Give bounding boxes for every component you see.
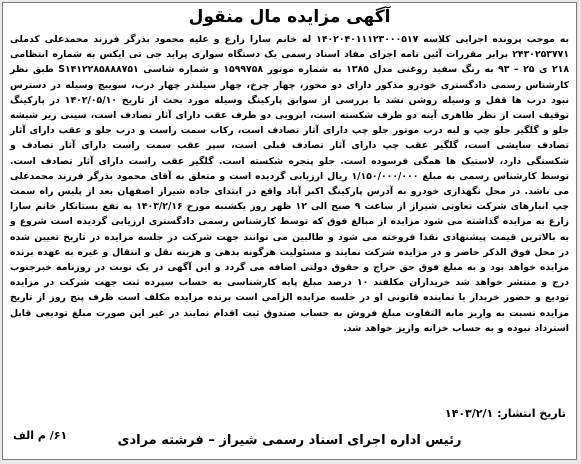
publish-date-label: تاریخ انتشار: [497,407,566,420]
publish-date-row [445,407,566,421]
notice-footer [3,405,576,459]
signature: رئیس اداره اجرای اسناد رسمی شیراز – فرشته مرادی [117,433,462,448]
reference-code: ۶۱/ م الف [13,429,68,442]
publish-date: ۱۴۰۳/۲/۱ [444,407,494,420]
notice-title: آگهی مزایده مال منقول [188,7,391,27]
auction-notice [2,2,577,460]
notice-body: به موجب پرونده اجرایی کلاسه ۱۴۰۲۰۴۰۱۱۱۲۳۰۰۰۵۱۷ له خانم سارا زارع و علیه محمود بذرگر فرزند محمدعلی کدملی ۲۴۳۰۲۵۳۷۷۱ برابر مقررات آئین نامه اجرای مفاد اسناد رسمی یک دستگاه سواری پراید جی تی ایکس به شماره انتظامی ۲۱۸ ی ۲۵ – ۹۳ به رنگ سفید روغنی مدل ۱۳۸۵ به شماره موتور ۱۵۹۹۷۵۸ و شماره شاسی S۱۴۱۲۲۸۵۸۸۸۷۵۱ طبق نظر کارشناس رسمی دادگستری خودرو مذکور دارای دو محور، چهار چرخ، چهار سیلندر چهار درب، سوییچ وسیله در دسترس نبود درب ها قفل و وسیله روشن نشد با بررسی از سوابق پارکینگ وسیله مورد بحث از تاریخ ۱۴۰۲/۰۵/۱۰ در پارکینگ توقیف است از نظر ظاهری آینه دو طرف شکسته است، ابرویی دو طرف عقب دارای آثار تصادف است، سینی زیر شیشه جلو و گلگیر جلو چپ و لبه درب موتور جلو چپ دارای آثار تصادف است، رکاب سمت راست و درب جلو و عقب دارای آثار تصادف سایشی است، گلگیر عقب چپ دارای آثار تصادف قبلی است، سپر عقب سمت راست دارای آثار تصادف و شکستگی دارد، لاستیک ها همگی فرسوده است. جلو پنجره شکسته است. گلگیر عقب راست دارای آثار تصادف است. توسط کارشناس رسمی به مبلغ ۱/۱۵۰/۰۰۰/۰۰۰ ریال ارزیابی گردیده است و متعلق به آقای محمود بذرگر فرزند محمدعلی می باشد. در محل نگهداری خودرو به آدرس پارکینگ اکبر آباد واقع در ابتدای جاده شیراز اصفهان بعد از پلیس راه سمت چپ انبارهای شرکت تعاونی شیراز از ساعت ۹ صبح الی ۱۲ ظهر روز یکشنبه مورخ ۱۴۰۳/۲/۱۶ به نفع بستانکار خانم سارا زارع به مزایده گذاشته می شود مزایده از مبالغ فوق که توسط کارشناس رسمی دادگستری ارزیابی گردیده است شروع و به بالاترین قیمت پیشنهادی نقدا فروخته می شود و طالبین می توانند جهت شرکت در جلسه مزایده در تاریخ تعیین شده در محل فوق الذکر حاضر و در مزایده شرکت نمایند و مسئولیت هرگونه بدهی و هزینه نقل و انتقال و غیره به عهده برنده مزایده خواهد بود و به مبلغ فوق حق حراج و حقوق دولتی اضافه می گردد و این آگهی در یک نوبت در روزنامه خبرجنوب درج و منتشر خواهد شد خریداران مکلفند ۱۰ درصد مبلغ پایه کارشناسی به حساب سپرده ثبت جهت شرکت در مزایده تودیع و حضور خریدار یا نماینده قانونی او در جلسه مزایده الزامی است برنده مزایده مکلف است ظرف پنج روز از تاریخ مزایده نسبت به واریز مابه التفاوت مبلغ فروش به حساب صندوق ثبت اقدام نمایند در غیر این صورت مبلغ تودیعی قابل استرداد نبوده و به حساب خزانه واریز خواهد شد. [10,34,569,334]
